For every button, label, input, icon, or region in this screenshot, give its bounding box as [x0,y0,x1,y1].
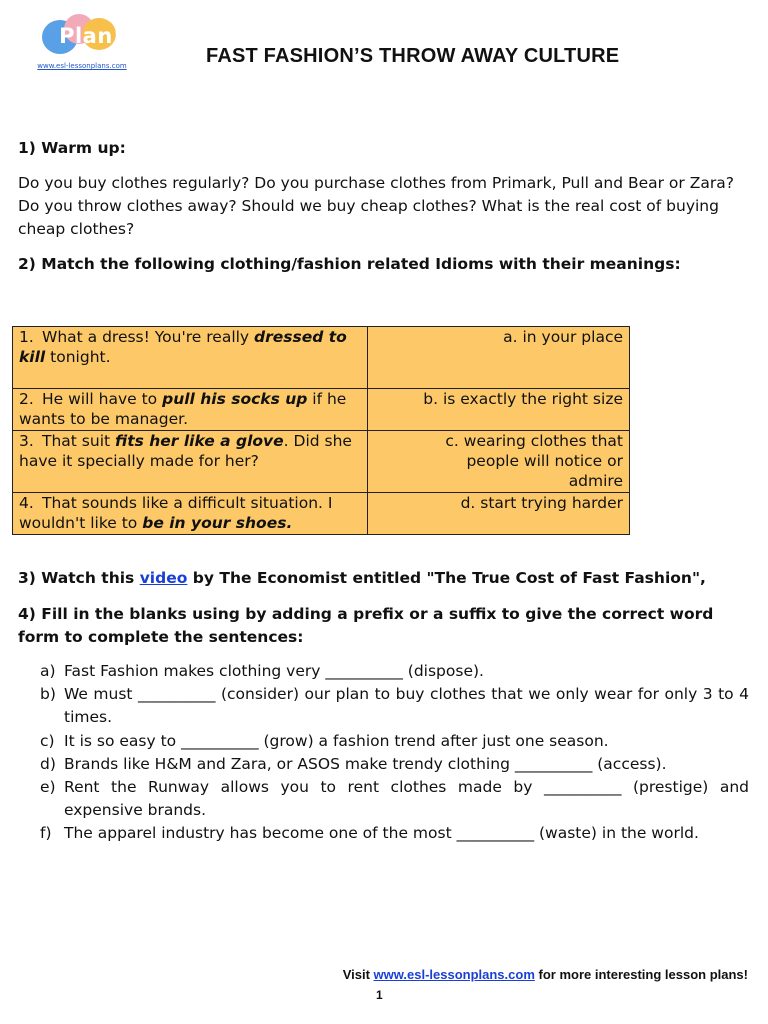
watch-video-line: 3) Watch this video by The Economist entitled "The True Cost of Fast Fashion", [18,569,706,587]
meaning-cell: c. wearing clothes that people will notice or admire [368,431,630,493]
list-item: f) The apparel industry has become one of the most __________ (waste) in the world. [40,824,699,843]
logo [32,12,132,72]
table-row [13,493,630,535]
logo-word: Plan! [59,24,123,48]
page-title: FAST FASHION’S THROW AWAY CULTURE [206,45,620,67]
page-number: 1 [376,988,383,1002]
table-row [13,327,630,389]
idiom-phrase: pull his socks up [162,390,308,408]
list-item: b) We must __________ (consider) our plan to buy clothes that we only wear for only 3 to 4 times. [40,685,749,727]
idioms-table [12,326,630,535]
footer-link[interactable]: www.esl-lessonplans.com [373,967,535,982]
video-link[interactable]: video [139,569,188,587]
fill-blanks-list [40,660,749,846]
idiom-cell: 1. What a dress! You're really dressed to kill tonight. [13,327,368,389]
meaning-cell: d. start trying harder [368,493,630,535]
meaning-cell: a. in your place [368,327,630,389]
idiom-phrase: be in your shoes. [142,514,293,532]
footer: Visit www.esl-lessonplans.com for more interesting lesson plans! [342,967,748,982]
meaning-cell: b. is exactly the right size [368,389,630,431]
logo-url-link[interactable]: www.esl-lessonplans.com [37,62,127,70]
list-item: e) Rent the Runway allows you to rent clothes made by __________ (prestige) and expensive brands. [40,778,749,820]
warm-up-text: Do you buy clothes regularly? Do you purchase clothes from Primark, Pull and Bear or Zara? Do you throw clothes away? Should we buy cheap clothes? What is the real cost of buying cheap clothes? [18,174,734,238]
list-item: d) Brands like H&M and Zara, or ASOS make trendy clothing __________ (access). [40,754,667,773]
list-item: a) Fast Fashion makes clothing very __________ (dispose). [40,662,484,680]
idiom-phrase: dressed to kill [19,328,347,366]
table-row [13,389,630,431]
idiom-cell: 4. That sounds like a difficult situation. I wouldn't like to be in your shoes. [13,493,368,535]
fill-blanks-heading: 4) Fill in the blanks using by adding a prefix or a suffix to give the correct word form to complete the sentences: [18,605,714,646]
logo-graphic [42,14,122,60]
list-item: c) It is so easy to __________ (grow) a fashion trend after just one season. [40,731,609,750]
table-row [13,431,630,493]
idiom-cell: 2. He will have to pull his socks up if he wants to be manager. [13,389,368,431]
idioms-heading: 2) Match the following clothing/fashion related Idioms with their meanings: [18,255,681,273]
warm-up-heading: 1) Warm up: [18,139,126,157]
idiom-cell: 3. That suit fits her like a glove. Did she have it specially made for her? [13,431,368,493]
idiom-phrase: fits her like a glove [115,432,284,450]
